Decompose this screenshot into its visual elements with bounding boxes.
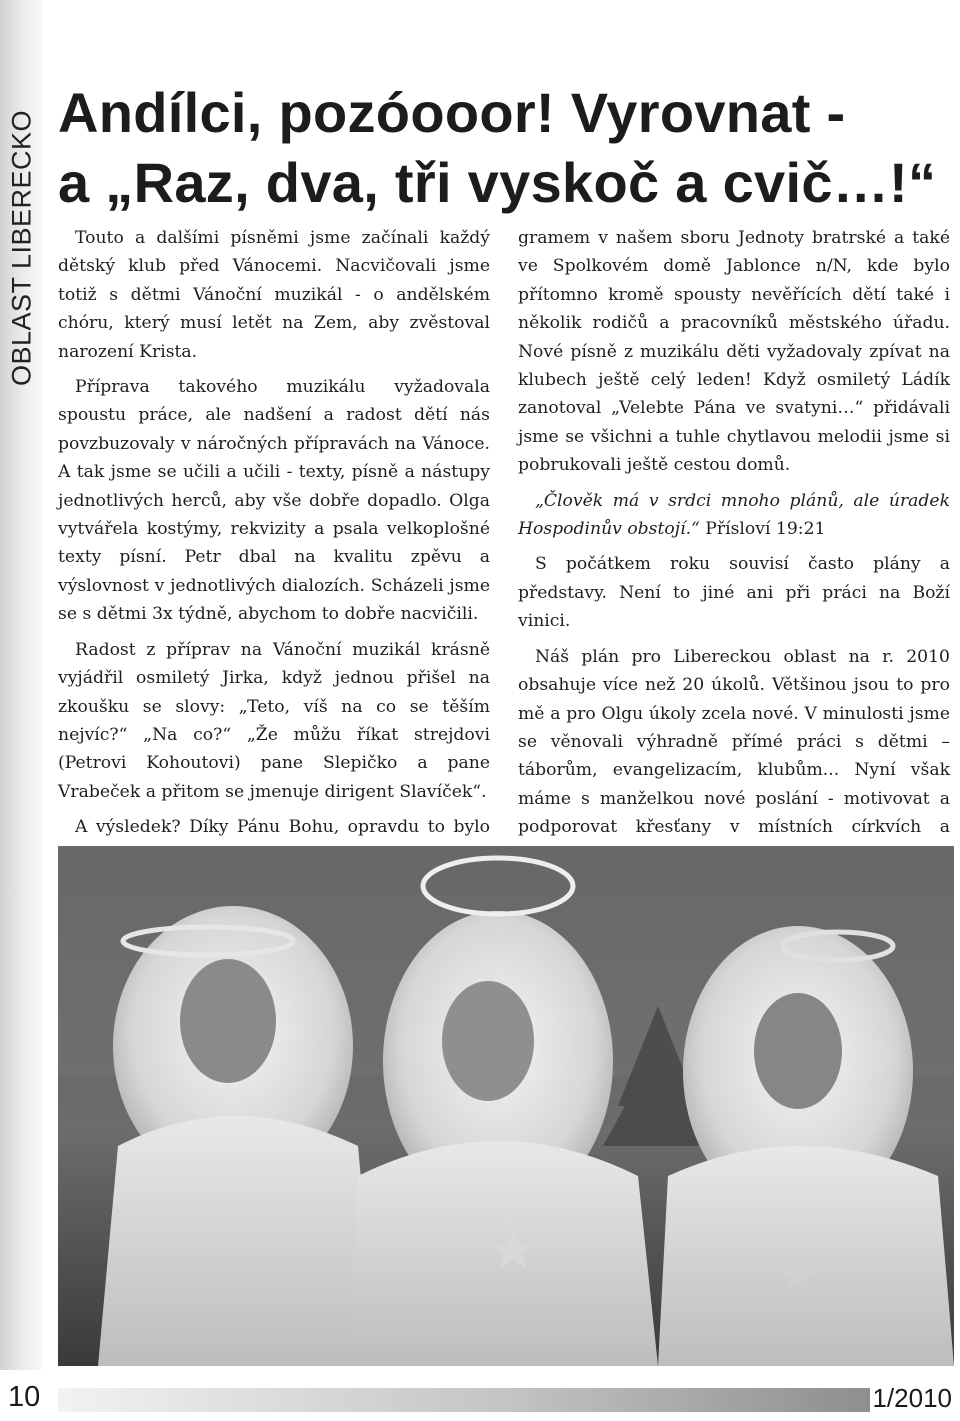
paragraph: Náš plán pro Libereckou oblast na r. 2010 obsahuje více než 20 úkolů. Většinou jsou to pro mě a pro Olgu úkoly zcela nové. V minulosti jsme se věnovali výhradně přímé práci s dětmi – táborům, evangelizacím, klubům... Nyní však máme s manželkou nové poslání - motivovat a podporovat křesťany v místních církvích a	[518, 646, 950, 838]
paragraph: S počátkem roku souvisí často plány a představy. Není to jiné ani při práci na Boží vinici.	[518, 554, 950, 632]
paragraph: Touto a dalšími písněmi jsme začínali každý dětský klub před Vánocemi. Nacvičovali jsme totiž s dětmi Vánoční muzikál - o andělském chóru, který musí letět na Zem, aby zvěstoval narození Krista.	[58, 228, 490, 362]
paragraph: Příprava takového muzikálu vyžadovala spoustu práce, ale nadšení a radost dětí nás povzbuzovaly v náročných přípravách na Vánoce. A tak jsme se učili a učili - texty, písně a nástupy jednotlivých herců, aby vše dobře dopadlo. Olga vytvářela kostýmy, rekvizity a psala velkoplošné texty písní. Petr dbal na kvalitu zpěvu a výslovnost v jednotlivých dialozích. Scházeli jsme se s dětmi 3x týdně, abychom to dobře nacvičili.	[58, 377, 490, 625]
footer-bar	[58, 1388, 870, 1412]
quote-reference: Přísloví 19:21	[705, 519, 826, 540]
article-column-right	[518, 224, 950, 905]
page-number: 10	[8, 1381, 41, 1413]
quote-text: „Člověk má v srdci mnoho plánů, ale úradek Hospodinův obstojí.“	[518, 490, 950, 540]
article-headline	[58, 78, 938, 218]
bible-quote	[518, 487, 950, 544]
paragraph: gramem v našem sboru Jednoty bratrské a také ve Spolkovém domě Jablonce n/N, kde bylo přítomno kromě spousty nevěřících dětí také i několik rodičů a pracovníků městského úřadu. Nové písně z muzikálu děti vyžadovaly zpívat na klubech ještě celý leden! Když osmiletý Ládík zanotoval „Velebte Pána ve svatyni…“ přidávali jsme se všichni a tuhle chytlavou melodii jsme si pobrukovali ještě cestou domů.	[518, 228, 950, 476]
section-side-band	[0, 0, 42, 1370]
section-label: OBLAST LIBERECKO	[6, 109, 37, 387]
article-column-left	[58, 224, 490, 877]
headline-line-2: a „Raz, dva, tři vyskoč a cvič…!“	[58, 151, 937, 214]
angels-photo	[58, 846, 954, 1366]
paragraph: Radost z příprav na Vánoční muzikál krásně vyjádřil osmiletý Jirka, když jednou přišel na zkoušku se slovy: „Teto, víš na co se těším nejvíc?“ „Na co?“ „Že můžu říkat strejdovi (Petrovi Kohoutovi) pane Slepičko a pane Vrabeček a přitom se jmenuje dirigent Slavíček“.	[58, 639, 490, 802]
paragraph: A výsledek? Díky Pánu Bohu, opravdu to bylo	[75, 817, 490, 838]
headline-line-1: Andílci, pozóooor! Vyrovnat -	[58, 81, 846, 144]
photo-illustration	[58, 846, 954, 1366]
issue-number: 1/2010	[872, 1383, 952, 1413]
